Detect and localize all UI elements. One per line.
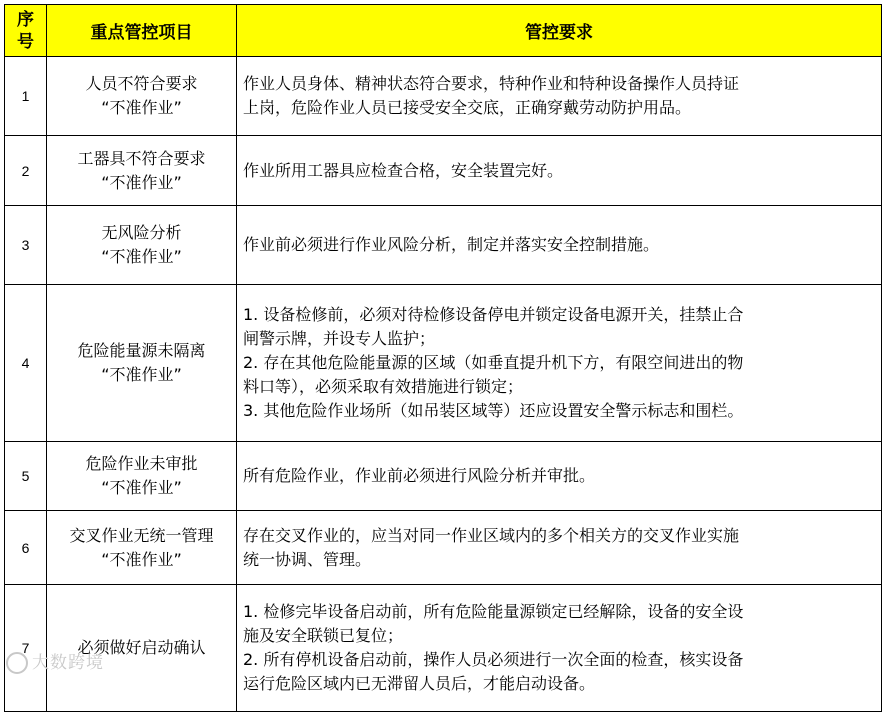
- row-item-subtitle: “不准作业”: [101, 365, 182, 384]
- brand-logo-icon: [6, 652, 28, 674]
- row-item-title: 危险作业未审批: [85, 454, 198, 473]
- row-item-subtitle: “不准作业”: [101, 247, 182, 266]
- requirement-line: 2. 存在其他危险能量源的区域（如垂直提升机下方，有限空间进出的物: [243, 353, 744, 372]
- table-row: [5, 206, 882, 285]
- table-header: [5, 5, 882, 57]
- watermark: [6, 648, 104, 674]
- table-row: [5, 57, 882, 136]
- header-serial-line2: 号: [17, 31, 34, 52]
- row-item: [47, 136, 237, 206]
- table-row: [5, 285, 882, 442]
- requirement-line: 统一协调、管理。: [243, 549, 372, 569]
- row-item: [47, 57, 237, 136]
- row-requirement: [237, 285, 882, 442]
- table-row: [5, 511, 882, 585]
- row-item-subtitle: “不准作业”: [101, 478, 182, 497]
- row-requirement: [237, 442, 882, 511]
- row-item-title: 人员不符合要求: [85, 74, 198, 93]
- row-number: 6: [5, 511, 47, 585]
- row-number: 7: [5, 585, 47, 712]
- header-row: [5, 5, 882, 57]
- row-item-title: 无风险分析: [101, 223, 182, 242]
- header-control-requirement: 管控要求: [237, 5, 882, 57]
- requirement-line: 1. 设备检修前，必须对待检修设备停电并锁定设备电源开关，挂禁止合: [243, 305, 744, 324]
- control-requirements-table: [4, 4, 882, 712]
- requirement-line: 上岗，危险作业人员已接受安全交底，正确穿戴劳动防护用品。: [243, 98, 692, 117]
- row-number: 1: [5, 57, 47, 136]
- row-item: [47, 206, 237, 285]
- requirement-line: 料口等），必须采取有效措施进行锁定；: [243, 377, 524, 396]
- row-number: 4: [5, 285, 47, 442]
- row-number: 5: [5, 442, 47, 511]
- row-item-subtitle: “不准作业”: [101, 549, 182, 569]
- requirement-line: 存在交叉作业的，应当对同一作业区域内的多个相关方的交叉作业实施: [243, 525, 740, 545]
- row-number: 3: [5, 206, 47, 285]
- row-requirement: [237, 585, 882, 712]
- requirement-line: 所有危险作业，作业前必须进行风险分析并审批。: [243, 466, 596, 485]
- row-item-title: 工器具不符合要求: [77, 148, 206, 168]
- row-item: [47, 285, 237, 442]
- watermark-text: 大数跨境: [32, 653, 104, 673]
- requirement-line: 2. 所有停机设备启动前，操作人员必须进行一次全面的检查，核实设备: [243, 650, 744, 669]
- requirement-line: 闸警示牌，并设专人监护；: [243, 329, 436, 348]
- requirement-line: 施及安全联锁已复位；: [243, 626, 404, 645]
- header-serial-number: [5, 5, 47, 57]
- header-key-control-item: 重点管控项目: [47, 5, 237, 57]
- table-row: [5, 136, 882, 206]
- requirement-line: 运行危险区域内已无滞留人员后，才能启动设备。: [243, 674, 596, 693]
- requirement-line: 作业所用工器具应检查合格，安全装置完好。: [243, 160, 564, 180]
- row-requirement: [237, 136, 882, 206]
- row-item: [47, 511, 237, 585]
- header-serial-line1: 序: [17, 9, 34, 30]
- row-number: 2: [5, 136, 47, 206]
- requirement-line: 1. 检修完毕设备启动前，所有危险能量源锁定已经解除，设备的安全设: [243, 602, 744, 621]
- requirement-line: 作业人员身体、精神状态符合要求，特种作业和特种设备操作人员持证: [243, 74, 740, 93]
- row-requirement: [237, 511, 882, 585]
- row-item-title: 必须做好启动确认: [77, 638, 206, 657]
- row-requirement: [237, 57, 882, 136]
- table-row: [5, 585, 882, 712]
- row-item-subtitle: “不准作业”: [101, 98, 182, 117]
- table-body: [5, 57, 882, 712]
- requirement-line: 作业前必须进行作业风险分析，制定并落实安全控制措施。: [243, 235, 660, 254]
- row-item-subtitle: “不准作业”: [101, 172, 182, 192]
- row-item-title: 危险能量源未隔离: [77, 341, 206, 360]
- row-requirement: [237, 206, 882, 285]
- row-item: [47, 442, 237, 511]
- requirement-line: 3. 其他危险作业场所（如吊装区域等）还应设置安全警示标志和围栏。: [243, 401, 744, 420]
- row-item-title: 交叉作业无统一管理: [69, 525, 214, 545]
- table-row: [5, 442, 882, 511]
